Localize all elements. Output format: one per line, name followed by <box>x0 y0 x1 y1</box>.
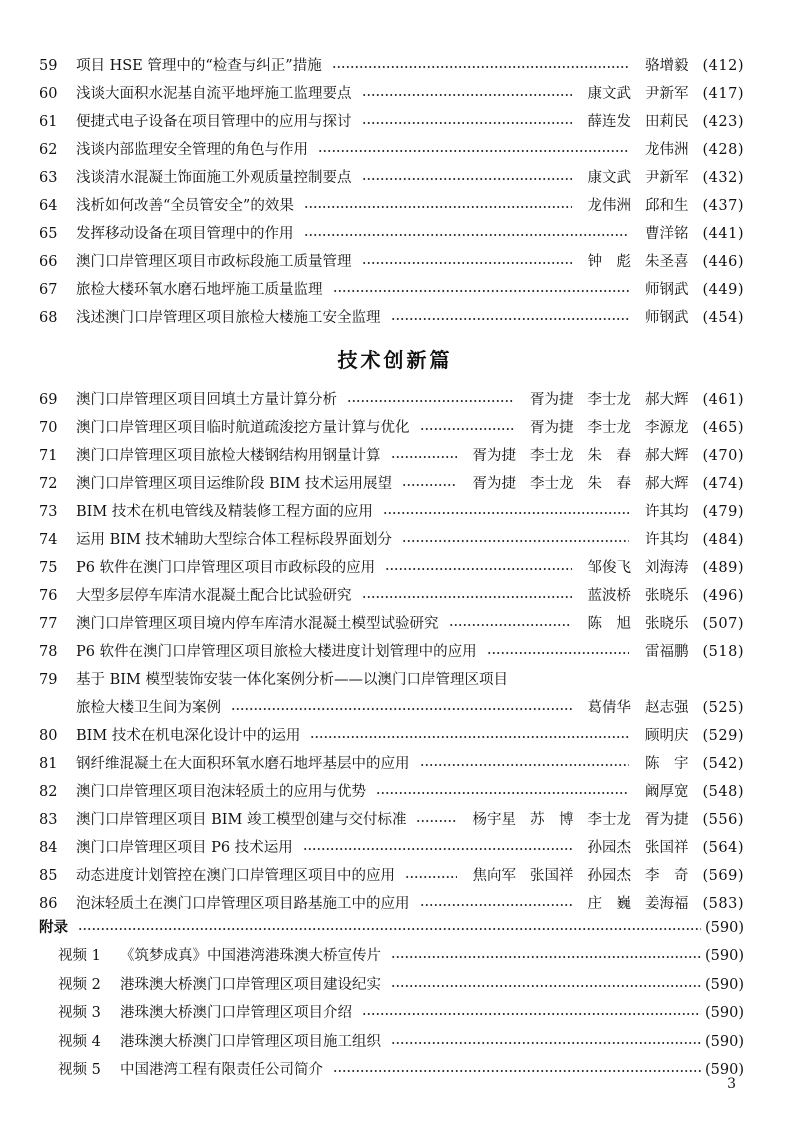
author-name: 龙伟洲 <box>645 142 689 158</box>
entry-authors <box>574 108 745 136</box>
entry-number: 64 <box>39 198 58 214</box>
leader-dots <box>362 596 572 598</box>
video-title: 港珠澳大桥澳门口岸管理区项目施工组织 <box>120 1033 381 1050</box>
author-name: 赵志强 <box>645 700 689 716</box>
entry-page: (564) <box>702 840 744 856</box>
entry-number: 68 <box>39 310 58 326</box>
entry-page: (446) <box>702 254 744 270</box>
toc-entry <box>0 498 790 526</box>
author-name: 孙园杰 <box>587 840 631 856</box>
leader-dots <box>383 512 629 514</box>
entry-authors <box>574 582 745 610</box>
entry-title: 浅谈大面积水泥基自流平地坪施工监理要点 <box>76 86 352 102</box>
entry-title: BIM 技术在机电深化设计中的运用 <box>76 728 301 744</box>
author-name: 杨宇星 <box>472 812 516 828</box>
toc-entry <box>0 722 790 750</box>
author-name: 朱 春 <box>587 448 631 464</box>
author-name: 胥为捷 <box>472 448 516 464</box>
entry-number: 75 <box>39 560 58 576</box>
author-name: 刘海涛 <box>645 560 689 576</box>
leader-dots <box>405 876 457 878</box>
entry-page: (489) <box>702 560 744 576</box>
author-name: 李士龙 <box>530 448 574 464</box>
video-label: 视频 3 <box>58 1005 101 1021</box>
video-title: 中国港湾工程有限责任公司简介 <box>120 1062 323 1078</box>
author-name: 邱和生 <box>645 198 689 214</box>
leader-dots <box>231 708 572 710</box>
author-name: 薛连发 <box>587 114 631 130</box>
leader-dots <box>362 262 572 264</box>
leader-dots <box>416 820 457 822</box>
toc-entry <box>0 582 790 610</box>
entry-number: 81 <box>39 756 58 772</box>
video-entry <box>0 971 790 999</box>
author-name: 李士龙 <box>587 812 631 828</box>
toc-entry <box>0 470 790 498</box>
toc-entry <box>0 304 790 332</box>
entry-title: 澳门口岸管理区项目市政标段施工质量管理 <box>76 254 352 270</box>
entry-title: P6 软件在澳门口岸管理区项目市政标段的应用 <box>76 560 376 576</box>
entry-authors <box>574 80 745 108</box>
video-title: 《筑梦成真》中国港湾港珠澳大桥宣传片 <box>120 948 381 964</box>
toc-entry <box>0 666 790 694</box>
entry-number: 70 <box>39 420 58 436</box>
video-page: (590) <box>705 1033 744 1050</box>
entry-number: 82 <box>39 784 58 800</box>
toc-entry <box>0 778 790 806</box>
entry-authors <box>631 526 744 554</box>
entry-authors <box>631 276 744 304</box>
entry-authors <box>631 750 744 778</box>
appendix-label: 附录 <box>39 919 68 936</box>
entry-number: 80 <box>39 728 58 744</box>
author-name: 葛倩华 <box>587 700 631 716</box>
entry-authors <box>631 304 744 332</box>
entry-number: 63 <box>39 170 58 186</box>
entry-authors <box>631 778 744 806</box>
entry-number: 79 <box>39 672 58 688</box>
author-name: 郝大辉 <box>645 392 689 408</box>
toc-entry <box>0 108 790 136</box>
author-name: 胥为捷 <box>472 476 516 492</box>
entry-title: 浅析如何改善“全员管安全”的效果 <box>76 198 294 214</box>
leader-dots <box>303 848 572 850</box>
entry-page: (428) <box>702 142 744 158</box>
video-label: 视频 2 <box>58 976 101 993</box>
leader-dots <box>333 290 629 292</box>
author-name: 姜海福 <box>645 896 689 912</box>
video-label: 视频 1 <box>58 948 101 964</box>
entry-title: 澳门口岸管理区项目泡沫轻质土的应用与优势 <box>76 784 366 800</box>
leader-dots <box>333 1070 701 1072</box>
entry-title: 浅谈内部监理安全管理的角色与作用 <box>76 142 308 158</box>
author-name: 顾明庆 <box>645 728 689 744</box>
author-name: 许其均 <box>645 532 689 548</box>
entry-page: (542) <box>702 756 744 772</box>
entry-authors <box>574 834 745 862</box>
entry-authors <box>516 414 744 442</box>
entry-authors <box>631 498 744 526</box>
appendix-page: (590) <box>705 920 744 936</box>
entry-title: 运用 BIM 技术辅助大型综合体工程标段界面划分 <box>76 532 392 548</box>
author-name: 郝大辉 <box>645 448 689 464</box>
entry-page: (496) <box>702 588 744 604</box>
leader-dots <box>362 178 572 180</box>
entry-title: 便捷式电子设备在项目管理中的应用与探讨 <box>76 114 352 130</box>
video-title: 港珠澳大桥澳门口岸管理区项目介绍 <box>120 1005 352 1021</box>
leader-dots <box>362 1013 701 1015</box>
leader-dots <box>332 66 629 68</box>
author-name: 苏 博 <box>530 812 574 828</box>
video-label: 视频 4 <box>58 1033 101 1050</box>
entry-title: 澳门口岸管理区项目回填土方量计算分析 <box>76 392 337 408</box>
leader-dots <box>487 652 629 654</box>
entry-number: 61 <box>39 114 58 130</box>
entry-page: (569) <box>702 868 744 884</box>
entry-title: BIM 技术在机电管线及精装修工程方面的应用 <box>76 504 373 520</box>
author-name: 康文武 <box>587 170 631 186</box>
entry-title: 澳门口岸管理区项目境内停车库清水混凝土模型试验研究 <box>76 616 439 632</box>
entry-page: (470) <box>702 448 744 464</box>
entry-authors <box>574 554 745 582</box>
video-label: 视频 5 <box>58 1062 101 1078</box>
entry-page: (556) <box>702 812 744 828</box>
entry-number: 85 <box>39 868 58 884</box>
entry-number: 84 <box>39 840 58 856</box>
author-name: 蓝波桥 <box>587 588 631 604</box>
entry-page: (432) <box>702 170 744 186</box>
video-entry <box>0 999 790 1027</box>
toc-entry <box>0 248 790 276</box>
entry-authors <box>631 136 744 164</box>
video-page: (590) <box>705 1062 744 1078</box>
author-name: 张晓乐 <box>645 616 689 632</box>
toc-entry <box>0 834 790 862</box>
entry-title: 大型多层停车库清水混凝土配合比试验研究 <box>76 588 352 604</box>
toc-entry <box>0 638 790 666</box>
author-name: 尹新军 <box>645 86 689 102</box>
video-page: (590) <box>705 948 744 964</box>
leader-dots <box>362 122 572 124</box>
author-name: 骆增毅 <box>645 58 689 74</box>
entry-number: 74 <box>39 532 58 548</box>
author-name: 朱圣喜 <box>645 254 689 270</box>
author-name: 师钢武 <box>645 282 689 298</box>
entry-number: 73 <box>39 504 58 520</box>
video-entry <box>0 942 790 970</box>
toc-entry <box>0 610 790 638</box>
leader-dots <box>362 94 572 96</box>
entry-page: (465) <box>702 420 744 436</box>
video-entry <box>0 1056 790 1084</box>
leader-dots <box>304 206 572 208</box>
entry-title: 基于 BIM 模型装饰安装一体化案例分析——以澳门口岸管理区项目 <box>76 672 508 688</box>
toc-entry <box>0 806 790 834</box>
entry-number: 66 <box>39 254 58 270</box>
toc-entry <box>0 862 790 890</box>
author-name: 邹俊飞 <box>587 560 631 576</box>
toc-entry <box>0 750 790 778</box>
toc-entry <box>0 526 790 554</box>
leader-dots <box>391 985 701 987</box>
entry-authors <box>631 722 744 750</box>
entry-page: (507) <box>702 616 744 632</box>
toc-entry <box>0 276 790 304</box>
entry-page: (449) <box>702 282 744 298</box>
author-name: 陈 宇 <box>645 756 689 772</box>
leader-dots <box>385 568 572 570</box>
author-name: 胥为捷 <box>530 392 574 408</box>
author-name: 张晓乐 <box>645 588 689 604</box>
author-name: 张国祥 <box>530 868 574 884</box>
leader-dots <box>420 428 514 430</box>
entry-page: (583) <box>702 896 744 912</box>
entry-authors <box>459 806 745 834</box>
author-name: 胥为捷 <box>530 420 574 436</box>
video-page: (590) <box>705 976 744 993</box>
leader-dots <box>402 484 457 486</box>
entry-title: 澳门口岸管理区项目 BIM 竣工模型创建与交付标准 <box>76 812 407 828</box>
entry-authors <box>631 220 744 248</box>
toc-entry <box>0 442 790 470</box>
author-name: 钟 彪 <box>587 254 631 270</box>
toc-entry-continuation <box>0 694 790 722</box>
video-title: 港珠澳大桥澳门口岸管理区项目建设纪实 <box>120 976 381 993</box>
entry-authors <box>574 610 745 638</box>
entry-title: P6 软件在澳门口岸管理区项目旅检大楼进度计划管理中的应用 <box>76 644 477 660</box>
entry-number: 59 <box>39 58 58 74</box>
entry-number: 69 <box>39 392 58 408</box>
entry-page: (454) <box>702 310 744 326</box>
entry-number: 71 <box>39 448 58 464</box>
entry-authors <box>631 638 744 666</box>
author-name: 庄 巍 <box>587 896 631 912</box>
entry-title: 泡沫轻质土在澳门口岸管理区项目路基施工中的应用 <box>76 896 410 912</box>
toc-entry <box>0 192 790 220</box>
entry-title: 钢纤维混凝土在大面积环氧水磨石地坪基层中的应用 <box>76 756 410 772</box>
entry-title: 澳门口岸管理区项目 P6 技术运用 <box>76 840 293 856</box>
leader-dots <box>420 904 572 906</box>
leader-dots <box>391 1042 701 1044</box>
author-name: 郝大辉 <box>645 476 689 492</box>
author-name: 李士龙 <box>530 476 574 492</box>
toc-entry <box>0 386 790 414</box>
author-name: 阚厚宽 <box>645 784 689 800</box>
entry-number: 86 <box>39 896 58 912</box>
entry-page: (437) <box>702 198 744 214</box>
author-name: 朱 春 <box>587 476 631 492</box>
leader-dots <box>318 150 629 152</box>
toc-entry <box>0 164 790 192</box>
entry-authors <box>459 470 745 498</box>
entry-number: 60 <box>39 86 58 102</box>
leader-dots <box>420 764 629 766</box>
author-name: 李源龙 <box>645 420 689 436</box>
entry-title: 发挥移动设备在项目管理中的作用 <box>76 226 294 242</box>
entry-authors <box>631 52 744 80</box>
entry-number: 83 <box>39 812 58 828</box>
author-name: 尹新军 <box>645 170 689 186</box>
page-number: 3 <box>727 1076 736 1092</box>
entry-title: 旅检大楼环氧水磨石地坪施工质量监理 <box>76 282 323 298</box>
entry-page: (412) <box>702 58 744 74</box>
entry-title: 项目 HSE 管理中的“检查与纠正”措施 <box>76 58 322 74</box>
leader-dots <box>391 956 701 958</box>
video-entry <box>0 1028 790 1056</box>
appendix-entry <box>0 914 790 942</box>
author-name: 陈 旭 <box>587 616 631 632</box>
entry-title: 澳门口岸管理区项目旅检大楼钢结构用钢量计算 <box>76 448 381 464</box>
entry-authors <box>574 192 745 220</box>
author-name: 李 奇 <box>645 868 689 884</box>
entry-page: (474) <box>702 476 744 492</box>
author-name: 许其均 <box>645 504 689 520</box>
leader-dots <box>391 456 457 458</box>
entry-authors <box>574 694 745 722</box>
entry-title: 浅谈清水混凝土饰面施工外观质量控制要点 <box>76 170 352 186</box>
entry-authors <box>459 862 745 890</box>
author-name: 孙园杰 <box>587 868 631 884</box>
entry-page: (417) <box>702 86 744 102</box>
entry-number: 72 <box>39 476 58 492</box>
author-name: 张国祥 <box>645 840 689 856</box>
author-name: 龙伟洲 <box>587 198 631 214</box>
author-name: 李士龙 <box>587 420 631 436</box>
section-title: 技术创新篇 <box>337 348 453 372</box>
toc-entry <box>0 554 790 582</box>
entry-number: 77 <box>39 616 58 632</box>
entry-page: (479) <box>702 504 744 520</box>
author-name: 师钢武 <box>645 310 689 326</box>
entry-title-continuation: 旅检大楼卫生间为案例 <box>76 700 221 716</box>
entry-authors <box>459 442 745 470</box>
toc-entry <box>0 52 790 80</box>
entry-page: (525) <box>702 700 744 716</box>
toc-entry <box>0 414 790 442</box>
author-name: 胥为捷 <box>645 812 689 828</box>
entry-title: 澳门口岸管理区项目运维阶段 BIM 技术运用展望 <box>76 476 392 492</box>
leader-dots <box>304 234 629 236</box>
leader-dots <box>391 318 629 320</box>
entry-page: (548) <box>702 784 744 800</box>
leader-dots <box>310 736 629 738</box>
entry-page: (441) <box>702 226 744 242</box>
entry-number: 65 <box>39 226 58 242</box>
entry-page: (461) <box>702 392 744 408</box>
entry-number: 62 <box>39 142 58 158</box>
author-name: 康文武 <box>587 86 631 102</box>
entry-title: 澳门口岸管理区项目临时航道疏浚挖方量计算与优化 <box>76 420 410 436</box>
entry-title: 浅述澳门口岸管理区项目旅检大楼施工安全监理 <box>76 310 381 326</box>
entry-page: (518) <box>702 644 744 660</box>
entry-page: (484) <box>702 532 744 548</box>
author-name: 李士龙 <box>587 392 631 408</box>
entry-page: (529) <box>702 728 744 744</box>
entry-authors <box>574 248 745 276</box>
entry-number: 76 <box>39 588 58 604</box>
entry-page: (423) <box>702 114 744 130</box>
video-page: (590) <box>705 1005 744 1021</box>
entry-authors <box>574 164 745 192</box>
toc-entry <box>0 220 790 248</box>
entry-title: 动态进度计划管控在澳门口岸管理区项目中的应用 <box>76 868 395 884</box>
author-name: 田莉民 <box>645 114 689 130</box>
entry-number: 78 <box>39 644 58 660</box>
entry-number: 67 <box>39 282 58 298</box>
leader-dots <box>347 400 514 402</box>
toc-entry <box>0 136 790 164</box>
toc-entry <box>0 80 790 108</box>
leader-dots <box>402 540 629 542</box>
leader-dots <box>449 624 572 626</box>
author-name: 雷福鹏 <box>645 644 689 660</box>
leader-dots <box>376 792 629 794</box>
author-name: 曹洋铭 <box>645 226 689 242</box>
entry-authors <box>516 386 744 414</box>
author-name: 焦向军 <box>472 868 516 884</box>
leader-dots <box>78 928 701 930</box>
